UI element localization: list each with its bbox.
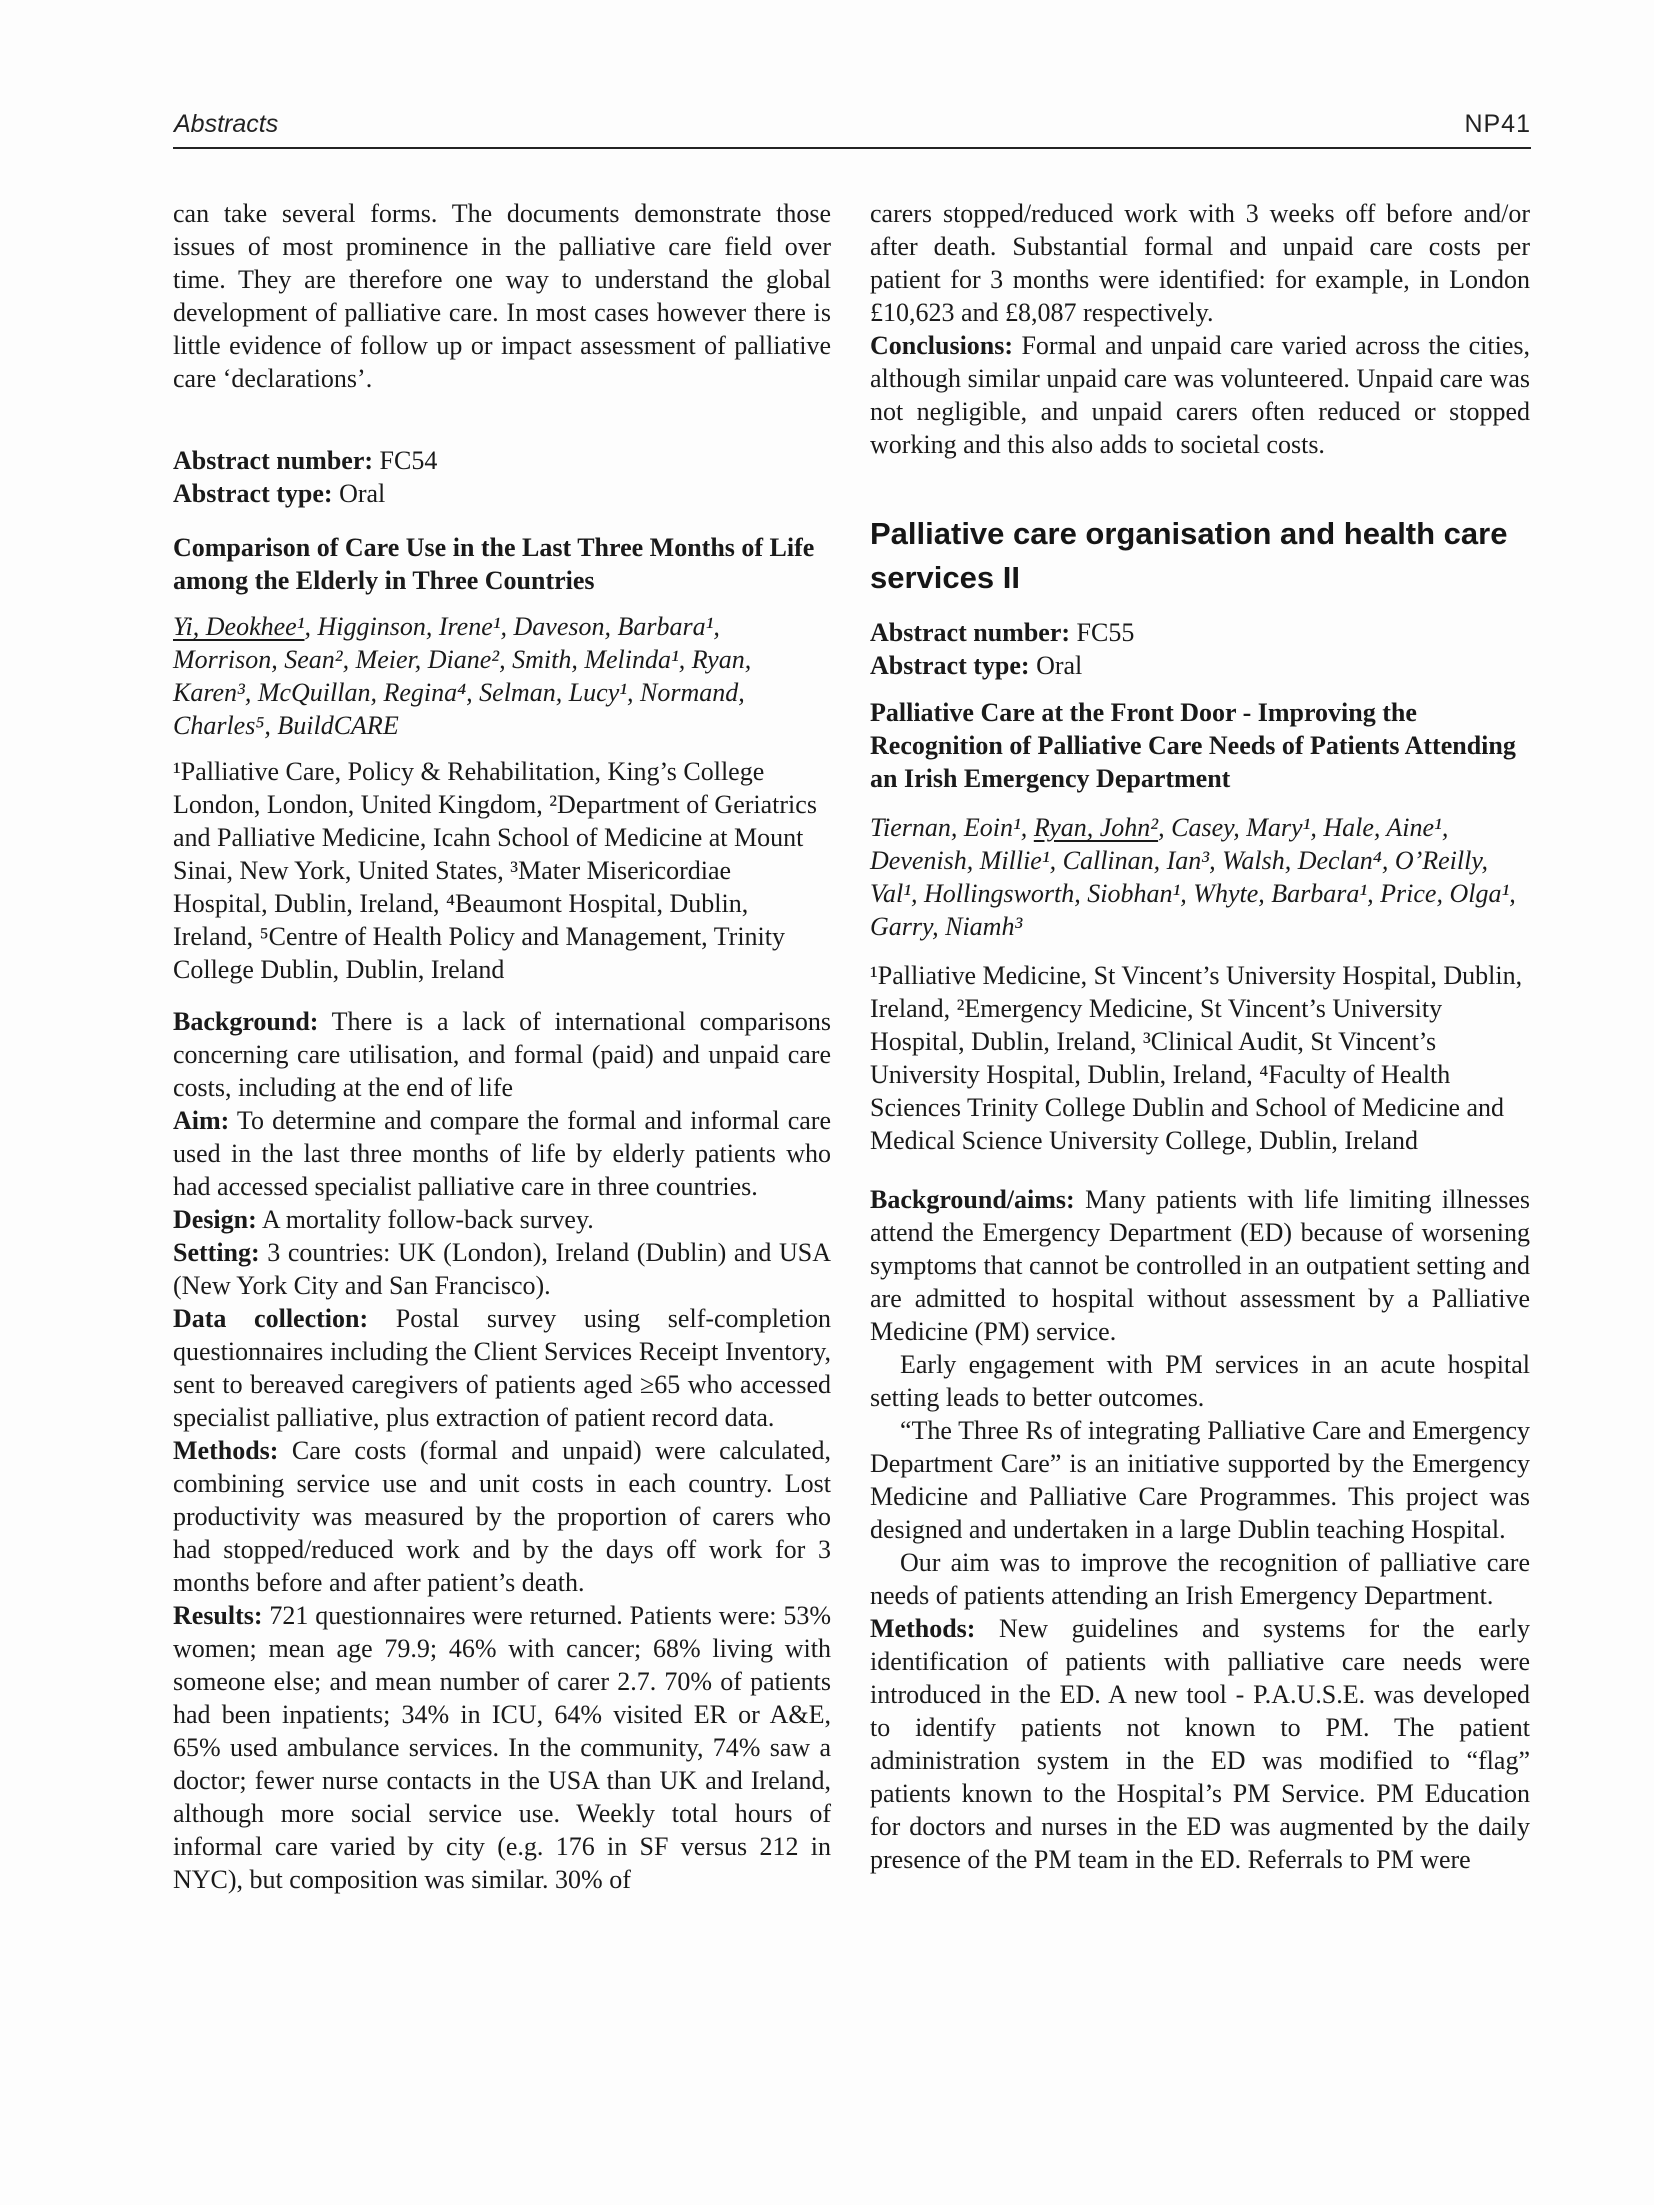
paragraph-aim [173, 1104, 831, 1203]
text-run: FC54 [373, 446, 438, 475]
paragraph-design [173, 1203, 831, 1236]
bold-label: Abstract type: [870, 651, 1030, 680]
text-run: carers stopped/reduced work with 3 weeks off before and/or after death. Substantial formal and unpaid care costs per patient for 3 months were identified: for example, in London £10,623 and £8,087 respectively. [870, 199, 1530, 327]
bold-label: Conclusions: [870, 331, 1014, 360]
paragraph-conclusions [870, 329, 1530, 461]
paragraph-setting [173, 1236, 831, 1302]
header-divider-rule [173, 147, 1531, 149]
presenting-author-underlined: Ryan, John² [1033, 813, 1159, 842]
text-run: Early engagement with PM services in an acute hospital setting leads to better outcomes. [870, 1350, 1530, 1412]
presenting-author-underlined: Yi, Deokhee¹ [173, 612, 305, 641]
paragraph-our-aim [870, 1546, 1530, 1612]
text-run: There is a lack of international comparisons concerning care utilisation, and formal (paid) and unpaid care costs, including at the end of life [173, 1007, 831, 1102]
page-number: NP41 [1464, 110, 1531, 138]
bold-label: Methods: [870, 1614, 976, 1643]
abstract-number-line [870, 616, 1530, 649]
paragraph-three-rs [870, 1414, 1530, 1546]
text-run: Oral [1029, 651, 1083, 680]
affiliation-list: ¹Palliative Medicine, St Vincent’s University Hospital, Dublin, Ireland, ²Emergency Medicine, St Vincent’s University Hospital, Dublin, Ireland, ³Clinical Audit, St Vincent’s University Hospital, Dublin, Ireland, ⁴Faculty of Health Sciences Trinity College Dublin and School of Medicine and Medical Science University College, Dublin, Ireland [870, 961, 1523, 1155]
column-right [870, 197, 1530, 1876]
paragraph-results [173, 1599, 831, 1896]
abstract-type-line [173, 477, 831, 510]
paragraph-data-collection [173, 1302, 831, 1434]
abstract-title: Palliative Care at the Front Door - Improving the Recognition of Palliative Care Needs of Patients Attending an Irish Emergency Department [870, 698, 1516, 793]
bold-label: Setting: [173, 1238, 260, 1267]
bold-label: Data collection: [173, 1304, 369, 1333]
paragraph-continuation [870, 197, 1530, 329]
text-run: To determine and compare the formal and informal care used in the last three months of life by elderly patients who had accessed specialist palliative care in three countries. [173, 1106, 831, 1201]
text-run: A mortality follow-back survey. [256, 1205, 594, 1234]
paragraph-continuation [173, 197, 831, 395]
bold-label: Abstract type: [173, 479, 333, 508]
paragraph-background [173, 1005, 831, 1104]
bold-label: Background/aims: [870, 1185, 1075, 1214]
affiliation-list: ¹Palliative Care, Policy & Rehabilitation, King’s College London, London, United Kingdom, ²Department of Geriatrics and Palliative Medicine, Icahn School of Medicine at Mount Sinai, New York, United States, ³Mater Misericordiae Hospital, Dublin, Ireland, ⁴Beaumont Hospital, Dublin, Ireland, ⁵Centre of Health Policy and Management, Trinity College Dublin, Dublin, Ireland [173, 757, 817, 984]
text-run: New guidelines and systems for the early identification of patients with palliative care needs were introduced in the ED. A new tool - P.A.U.S.E. was developed to identify patients not known to PM. The patient administration system in the ED was modified to “flag” patients known to the Hospital’s PM Service. PM Education for doctors and nurses in the ED was augmented by the daily presence of the PM team in the ED. Referrals to PM were [870, 1614, 1530, 1874]
author-list [173, 610, 831, 742]
bold-label: Design: [173, 1205, 257, 1234]
bold-label: Methods: [173, 1436, 279, 1465]
text-run: 3 countries: UK (London), Ireland (Dublin) and USA (New York City and San Francisco). [173, 1238, 831, 1300]
paragraph-methods [870, 1612, 1530, 1876]
bold-label: Aim: [173, 1106, 230, 1135]
column-left [173, 197, 831, 1896]
text-run: , Higginson, Irene¹, Daveson, Barbara¹, Morrison, Sean², Meier, Diane², Smith, Melinda¹, Ryan, Karen³, McQuillan, Regina⁴, Selman, Lucy¹, Normand, Charles⁵, BuildCARE [173, 612, 752, 740]
text-run: 721 questionnaires were returned. Patients were: 53% women; mean age 79.9; 46% with cancer; 68% living with someone else; and mean number of carer 2.7. 70% of patients had been inpatients; 34% in ICU, 64% visited ER or A&E, 65% used ambulance services. In the community, 74% saw a doctor; fewer nurse contacts in the USA than UK and Ireland, although more social service use. Weekly total hours of informal care varied by city (e.g. 176 in SF versus 212 in NYC), but composition was similar. 30% of [173, 1601, 831, 1894]
text-run: , Casey, Mary¹, Hale, Aine¹, Devenish, Millie¹, Callinan, Ian³, Walsh, Declan⁴, O’Reilly, Val¹, Hollingsworth, Siobhan¹, Whyte, Barbara¹, Price, Olga¹, Garry, Niamh³ [870, 813, 1516, 941]
abstract-type-line [870, 649, 1530, 682]
paragraph-background-aims [870, 1183, 1530, 1348]
bold-label: Results: [173, 1601, 263, 1630]
bold-label: Abstract number: [870, 618, 1071, 647]
bold-label: Background: [173, 1007, 319, 1036]
text-run: can take several forms. The documents demonstrate those issues of most prominence in the palliative care field over time. They are therefore one way to understand the global development of palliative care. In most cases however there is little evidence of follow up or impact assessment of palliative care ‘declarations’. [173, 199, 831, 393]
paragraph-early-engagement [870, 1348, 1530, 1414]
text-run: Oral [332, 479, 386, 508]
running-header-section: Abstracts [174, 110, 279, 138]
paragraph-methods [173, 1434, 831, 1599]
text-run: “The Three Rs of integrating Palliative Care and Emergency Department Care” is an initiative supported by the Emergency Medicine and Palliative Care Programmes. This project was designed and undertaken in a large Dublin teaching Hospital. [870, 1416, 1530, 1544]
session-heading: Palliative care organisation and health care services II [870, 516, 1508, 595]
text-run: FC55 [1070, 618, 1135, 647]
text-run: Postal survey using self-completion questionnaires including the Client Services Receipt Inventory, sent to bereaved caregivers of patients aged ≥65 who accessed specialist palliative, plus extraction of patient record data. [173, 1304, 831, 1432]
abstract-title: Comparison of Care Use in the Last Three Months of Life among the Elderly in Three Countries [173, 533, 815, 595]
text-run: Care costs (formal and unpaid) were calculated, combining service use and unit costs in each country. Lost productivity was measured by the proportion of carers who had stopped/reduced work and by the days off work for 3 months before and after patient’s death. [173, 1436, 831, 1597]
abstract-number-line [173, 444, 831, 477]
text-run: Our aim was to improve the recognition of palliative care needs of patients attending an Irish Emergency Department. [870, 1548, 1530, 1610]
author-list [870, 811, 1530, 943]
text-run: Tiernan, Eoin¹, [870, 813, 1034, 842]
text-run: Formal and unpaid care varied across the cities, although similar unpaid care was volunteered. Unpaid care was not negligible, and unpaid carers often reduced or stopped working and this also adds to societal costs. [870, 331, 1530, 459]
text-run: Many patients with life limiting illnesses attend the Emergency Department (ED) because of worsening symptoms that cannot be controlled in an outpatient setting and are admitted to hospital without assessment by a Palliative Medicine (PM) service. [870, 1185, 1530, 1346]
bold-label: Abstract number: [173, 446, 374, 475]
